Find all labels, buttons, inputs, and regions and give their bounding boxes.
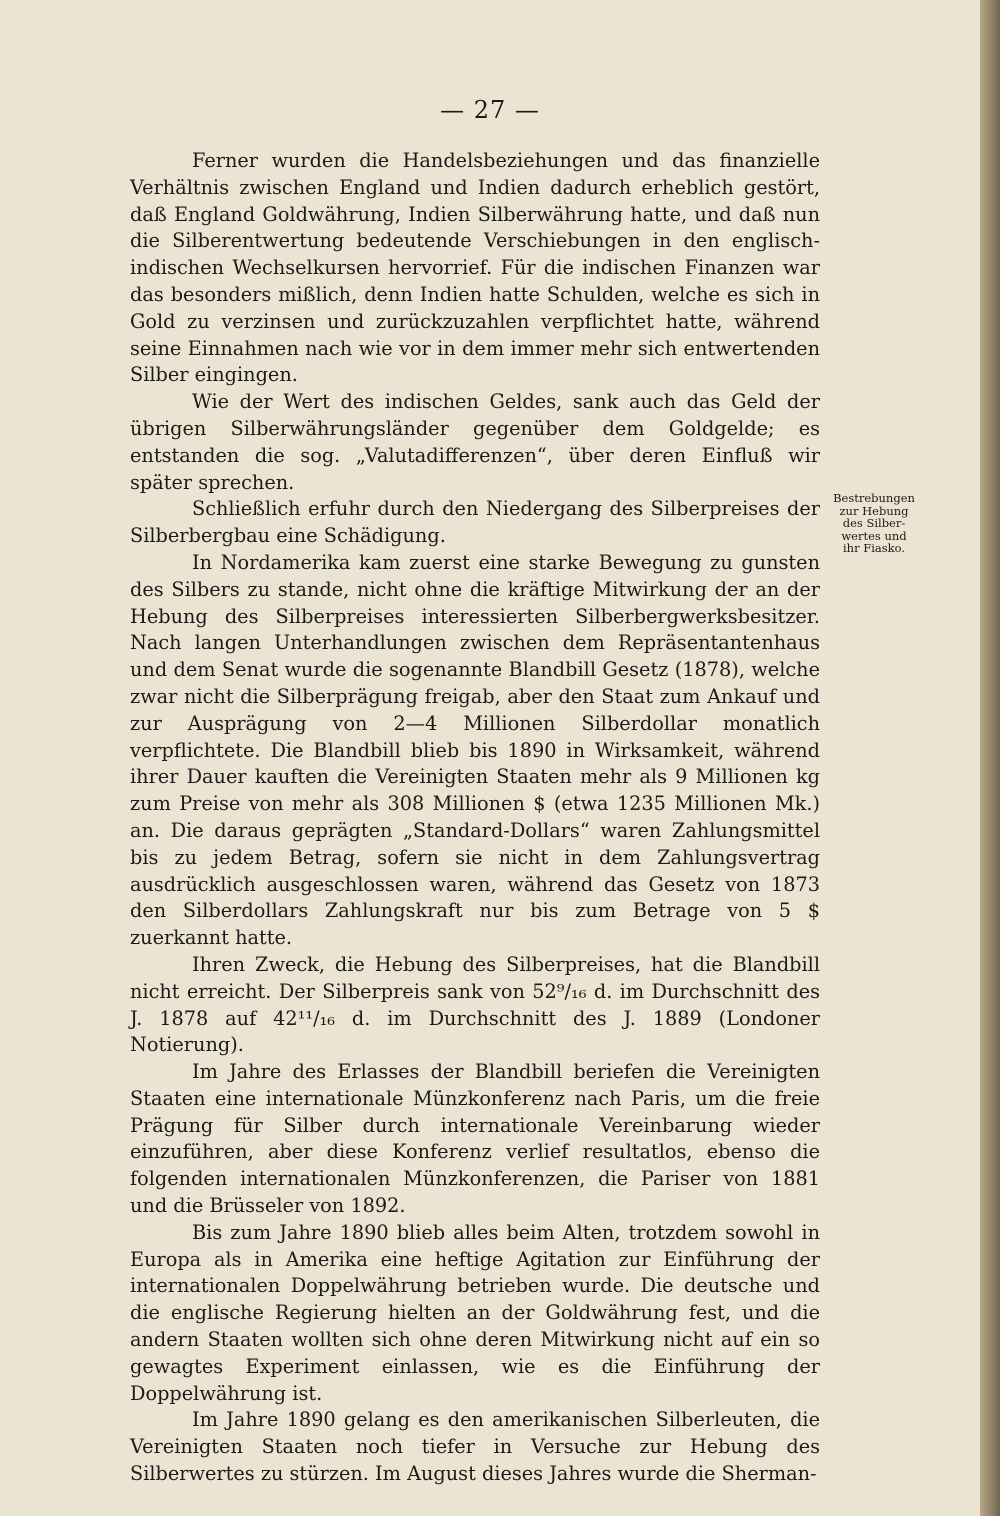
page-number: — 27 —	[440, 96, 540, 124]
margin-note-line: ihr Fiasko.	[843, 541, 905, 555]
paragraph-8: Im Jahre 1890 gelang es den amerikanischen Silberleuten, die Vereinigten Staaten noch tiefer in Versuche zur Hebung des Silberwertes zu stürzen. Im August dieses Jahres wurde die Sherman-	[130, 1408, 820, 1486]
paragraph-5: Ihren Zweck, die Hebung des Silberpreises, hat die Blandbill nicht erreicht. Der Silberpreis sank von 52⁹/₁₆ d. im Durchschnitt des J. 1878 auf 42¹¹/₁₆ d. im Durchschnitt des J. 1889 (Londoner Notierung).	[130, 952, 820, 1057]
page-edge	[980, 0, 1000, 1516]
margin-note-line: zur Hebung	[839, 503, 909, 518]
paragraph-7: Bis zum Jahre 1890 blieb alles beim Alten, trotzdem sowohl in Europa als in Amerika eine heftige Agitation zur Einführung der internationalen Doppelwährung betrieben wurde. Die deutsche und die englische Regierung hielten an der Goldwährung fest, und die andern Staaten wollten sich ohne deren Mitwirkung nicht auf ein so gewagtes Experiment einlassen, wie es die Einführung der Doppelwährung ist.	[130, 1220, 820, 1405]
paragraph-4: In Nordamerika kam zuerst eine starke Bewegung zu gunsten des Silbers zu stande, nicht ohne die kräftige Mitwirkung der an der Hebung des Silberpreises interessierten Silberbergwerksbesitzer. Nach langen Unterhandlungen zwischen dem Repräsentantenhaus und dem Senat wurde die sogenannte Blandbill Gesetz (1878), welche zwar nicht die Silberprägung freigab, aber den Staat zum Ankauf und zur Ausprägung von 2—4 Millionen Silberdollar monatlich verpflichtete. Die Blandbill blieb bis 1890 in Wirksamkeit, während ihrer Dauer kauften die Vereinigten Staaten mehr als 9 Millionen kg zum Preise von mehr als 308 Millionen $ (etwa 1235 Millionen Mk.) an. Die daraus geprägten „Standard-Dollars“ waren Zahlungsmittel bis zu jedem Betrag, sofern sie nicht in dem Zahlungsvertrag ausdrücklich ausgeschlossen waren, während das Gesetz von 1873 den Silberdollars Zahlungskraft nur bis zum Betrage von 5 $ zuerkannt hatte.	[130, 550, 820, 950]
paragraph-3: Schließlich erfuhr durch den Niedergang des Silberpreises der Silberbergbau eine Schädigung.	[130, 497, 820, 548]
margin-note	[828, 492, 920, 555]
body-text	[130, 148, 820, 1488]
margin-note-line: Bestrebungen	[833, 491, 915, 505]
paragraph-2: Wie der Wert des indischen Geldes, sank auch das Geld der übrigen Silberwährungsländer gegenüber dem Goldgelde; es entstanden die sog. „Valutadifferenzen“, über deren Einfluß wir später sprechen.	[130, 390, 820, 494]
margin-note-line: wertes und	[841, 528, 907, 543]
margin-note-line: des Silber-	[842, 516, 906, 530]
paragraph-1: Ferner wurden die Handelsbeziehungen und das finanzielle Verhältnis zwischen England und Indien dadurch erheblich gestört, daß England Goldwährung, Indien Silberwährung hatte, und daß nun die Silberentwertung bedeutende Verschiebungen in den englisch-indischen Wechselkursen hervorrief. Für die indischen Finanzen war das besonders mißlich, denn Indien hatte Schulden, welche es sich in Gold zu verzinsen und zurückzuzahlen verpflichtet hatte, während seine Einnahmen nach wie vor in dem immer mehr sich entwertenden Silber eingingen.	[130, 149, 820, 387]
paragraph-6: Im Jahre des Erlasses der Blandbill beriefen die Vereinigten Staaten eine internationale Münzkonferenz nach Paris, um die freie Prägung für Silber durch internationale Vereinbarung wieder einzuführen, aber diese Konferenz verlief resultatlos, ebenso die folgenden internationalen Münzkonferenzen, die Pariser von 1881 und die Brüsseler von 1892.	[130, 1060, 820, 1218]
